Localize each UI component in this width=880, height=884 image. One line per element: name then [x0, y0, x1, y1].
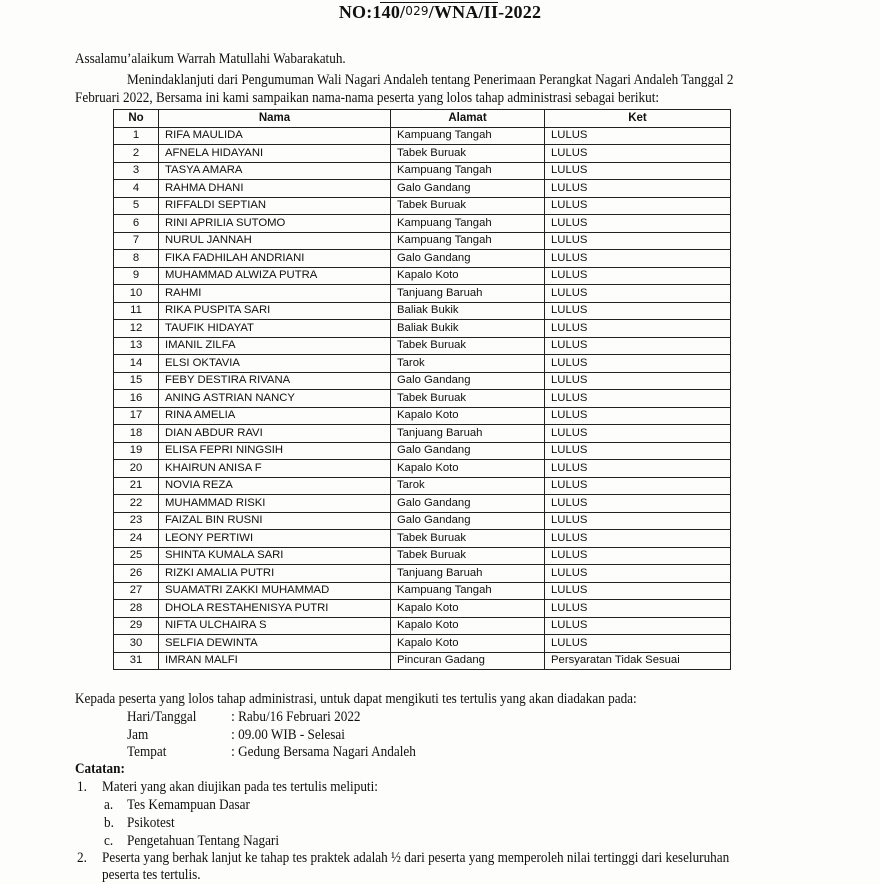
cell-no: 30: [114, 635, 159, 653]
cell-alamat: Kapalo Koto: [391, 460, 545, 478]
table-header-row: [114, 110, 731, 128]
cell-no: 20: [114, 460, 159, 478]
cell-alamat: Galo Gandang: [391, 495, 545, 513]
table-row: [114, 617, 731, 635]
cell-nama: RINI APRILIA SUTOMO: [159, 215, 391, 233]
cell-ket: LULUS: [545, 145, 731, 163]
cell-alamat: Tarok: [391, 355, 545, 373]
cell-alamat: Tanjuang Baruah: [391, 285, 545, 303]
cell-alamat: Kapalo Koto: [391, 407, 545, 425]
cell-nama: RINA AMELIA: [159, 407, 391, 425]
schedule-time: [127, 726, 345, 744]
cell-ket: LULUS: [545, 565, 731, 583]
table-row: [114, 460, 731, 478]
schedule-value: : 09.00 WIB - Selesai: [231, 727, 345, 743]
cell-ket: LULUS: [545, 547, 731, 565]
table-row: [114, 372, 731, 390]
cell-ket: LULUS: [545, 250, 731, 268]
cell-no: 8: [114, 250, 159, 268]
cell-no: 11: [114, 302, 159, 320]
subitem-b-letter: b.: [104, 815, 114, 831]
cell-no: 9: [114, 267, 159, 285]
cell-no: 15: [114, 372, 159, 390]
cell-no: 27: [114, 582, 159, 600]
cell-nama: RIZKI AMALIA PUTRI: [159, 565, 391, 583]
greeting: Assalamu’alaikum Warrah Matullahi Wabarakatuh.: [75, 51, 346, 67]
cell-ket: LULUS: [545, 127, 731, 145]
header-nama: Nama: [159, 110, 391, 128]
cell-alamat: Tabek Buruak: [391, 197, 545, 215]
cell-no: 22: [114, 495, 159, 513]
subitem-c-text: Pengetahuan Tentang Nagari: [127, 833, 279, 849]
subitem-a-letter: a.: [104, 797, 114, 813]
table-row: [114, 390, 731, 408]
table-row: [114, 162, 731, 180]
subitem-c-letter: c.: [104, 833, 114, 849]
notes-heading: Catatan:: [75, 761, 125, 777]
note-1-number: 1.: [77, 779, 87, 795]
cell-ket: LULUS: [545, 232, 731, 250]
cell-no: 6: [114, 215, 159, 233]
note-2-number: 2.: [77, 850, 87, 866]
cell-no: 29: [114, 617, 159, 635]
cell-alamat: Galo Gandang: [391, 372, 545, 390]
table-row: [114, 355, 731, 373]
table-row: [114, 232, 731, 250]
cell-ket: LULUS: [545, 372, 731, 390]
table-row: [114, 635, 731, 653]
note-2-line-1: Peserta yang berhak lanjut ke tahap tes praktek adalah ½ dari peserta yang memperoleh nilai tertinggi dari keseluruhan: [102, 850, 730, 866]
cell-nama: MUHAMMAD RISKI: [159, 495, 391, 513]
cell-ket: LULUS: [545, 460, 731, 478]
cell-nama: RIKA PUSPITA SARI: [159, 302, 391, 320]
cell-nama: NIFTA ULCHAIRA S: [159, 617, 391, 635]
cell-alamat: Kapalo Koto: [391, 267, 545, 285]
table-row: [114, 337, 731, 355]
cell-no: 25: [114, 547, 159, 565]
cell-nama: KHAIRUN ANISA F: [159, 460, 391, 478]
schedule-date: [127, 708, 361, 726]
cell-alamat: Tarok: [391, 477, 545, 495]
cell-nama: ELSI OKTAVIA: [159, 355, 391, 373]
cell-no: 17: [114, 407, 159, 425]
cell-nama: SHINTA KUMALA SARI: [159, 547, 391, 565]
cell-nama: TAUFIK HIDAYAT: [159, 320, 391, 338]
table-row: [114, 600, 731, 618]
cell-ket: LULUS: [545, 337, 731, 355]
cell-nama: ANING ASTRIAN NANCY: [159, 390, 391, 408]
cell-alamat: Kapalo Koto: [391, 600, 545, 618]
cell-nama: SUAMATRI ZAKKI MUHAMMAD: [159, 582, 391, 600]
schedule-label: Hari/Tanggal: [127, 709, 197, 725]
cell-alamat: Tanjuang Baruah: [391, 565, 545, 583]
cell-alamat: Tabek Buruak: [391, 390, 545, 408]
cell-no: 4: [114, 180, 159, 198]
cell-nama: ELISA FEPRI NINGSIH: [159, 442, 391, 460]
cell-nama: TASYA AMARA: [159, 162, 391, 180]
subitem-b-text: Psikotest: [127, 815, 175, 831]
cell-nama: AFNELA HIDAYANI: [159, 145, 391, 163]
title-overline: [380, 2, 498, 3]
cell-ket: LULUS: [545, 215, 731, 233]
cell-alamat: Kapalo Koto: [391, 617, 545, 635]
schedule-label: Jam: [127, 727, 149, 743]
cell-ket: LULUS: [545, 582, 731, 600]
table-row: [114, 495, 731, 513]
cell-ket: LULUS: [545, 530, 731, 548]
cell-no: 13: [114, 337, 159, 355]
cell-ket: LULUS: [545, 267, 731, 285]
participants-table: [113, 109, 731, 670]
table-row: [114, 512, 731, 530]
cell-nama: RIFFALDI SEPTIAN: [159, 197, 391, 215]
table-row: [114, 250, 731, 268]
header-alamat: Alamat: [391, 110, 545, 128]
cell-alamat: Tabek Buruak: [391, 145, 545, 163]
table-row: [114, 565, 731, 583]
cell-ket: LULUS: [545, 407, 731, 425]
cell-nama: RIFA MAULIDA: [159, 127, 391, 145]
cell-alamat: Baliak Bukik: [391, 302, 545, 320]
cell-nama: LEONY PERTIWI: [159, 530, 391, 548]
cell-ket: LULUS: [545, 617, 731, 635]
cell-alamat: Kampuang Tangah: [391, 582, 545, 600]
cell-no: 21: [114, 477, 159, 495]
schedule-value: : Gedung Bersama Nagari Andaleh: [231, 744, 416, 760]
table-row: [114, 442, 731, 460]
cell-ket: LULUS: [545, 600, 731, 618]
table-row: [114, 197, 731, 215]
cell-nama: FAIZAL BIN RUSNI: [159, 512, 391, 530]
cell-ket: LULUS: [545, 425, 731, 443]
number-prefix: NO:140/: [338, 2, 406, 22]
cell-no: 3: [114, 162, 159, 180]
cell-alamat: Galo Gandang: [391, 180, 545, 198]
cell-ket: LULUS: [545, 180, 731, 198]
cell-ket: LULUS: [545, 635, 731, 653]
cell-no: 2: [114, 145, 159, 163]
cell-no: 18: [114, 425, 159, 443]
schedule-label: Tempat: [127, 744, 167, 760]
cell-alamat: Kampuang Tangah: [391, 215, 545, 233]
table-row: [114, 407, 731, 425]
cell-alamat: Pincuran Gadang: [391, 652, 545, 670]
table-row: [114, 215, 731, 233]
table-row: [114, 582, 731, 600]
document-number: [0, 2, 880, 23]
table-row: [114, 547, 731, 565]
header-no: No: [114, 110, 159, 128]
cell-ket: LULUS: [545, 285, 731, 303]
number-suffix: /WNA/II-2022: [428, 2, 542, 22]
cell-nama: MUHAMMAD ALWIZA PUTRA: [159, 267, 391, 285]
cell-no: 16: [114, 390, 159, 408]
cell-alamat: Baliak Bukik: [391, 320, 545, 338]
table-row: [114, 425, 731, 443]
cell-nama: RAHMI: [159, 285, 391, 303]
cell-no: 28: [114, 600, 159, 618]
handwritten-number: 029: [405, 4, 429, 18]
cell-ket: LULUS: [545, 162, 731, 180]
cell-ket: LULUS: [545, 197, 731, 215]
cell-nama: NOVIA REZA: [159, 477, 391, 495]
intro-line-2: Februari 2022, Bersama ini kami sampaikan nama-nama peserta yang lolos tahap administrasi sebagai berikut:: [75, 90, 660, 106]
cell-ket: LULUS: [545, 390, 731, 408]
table-row: [114, 285, 731, 303]
cell-nama: FEBY DESTIRA RIVANA: [159, 372, 391, 390]
cell-ket: LULUS: [545, 302, 731, 320]
cell-nama: NURUL JANNAH: [159, 232, 391, 250]
header-ket: Ket: [545, 110, 731, 128]
cell-no: 12: [114, 320, 159, 338]
cell-ket: Persyaratan Tidak Sesuai: [545, 652, 731, 670]
cell-alamat: Tabek Buruak: [391, 337, 545, 355]
cell-ket: LULUS: [545, 442, 731, 460]
table-row: [114, 145, 731, 163]
table-row: [114, 267, 731, 285]
note-2-line-2: peserta tes tertulis.: [102, 867, 201, 883]
cell-alamat: Kampuang Tangah: [391, 232, 545, 250]
cell-ket: LULUS: [545, 512, 731, 530]
cell-no: 14: [114, 355, 159, 373]
table-row: [114, 477, 731, 495]
cell-alamat: Kapalo Koto: [391, 635, 545, 653]
subitem-a-text: Tes Kemampuan Dasar: [127, 797, 250, 813]
table-row: [114, 127, 731, 145]
cell-no: 23: [114, 512, 159, 530]
cell-alamat: Kampuang Tangah: [391, 162, 545, 180]
cell-ket: LULUS: [545, 355, 731, 373]
cell-alamat: Kampuang Tangah: [391, 127, 545, 145]
table-row: [114, 530, 731, 548]
schedule-place: [127, 743, 416, 761]
cell-nama: SELFIA DEWINTA: [159, 635, 391, 653]
followup-text: Kepada peserta yang lolos tahap administrasi, untuk dapat mengikuti tes tertulis yang akan diadakan pada:: [75, 691, 637, 707]
cell-alamat: Tabek Buruak: [391, 530, 545, 548]
cell-alamat: Galo Gandang: [391, 512, 545, 530]
cell-ket: LULUS: [545, 320, 731, 338]
cell-no: 26: [114, 565, 159, 583]
table-row: [114, 302, 731, 320]
cell-ket: LULUS: [545, 495, 731, 513]
table-row: [114, 320, 731, 338]
cell-no: 1: [114, 127, 159, 145]
table-row: [114, 180, 731, 198]
cell-nama: DIAN ABDUR RAVI: [159, 425, 391, 443]
cell-alamat: Galo Gandang: [391, 250, 545, 268]
cell-nama: IMRAN MALFI: [159, 652, 391, 670]
schedule-value: : Rabu/16 Februari 2022: [231, 709, 361, 725]
cell-nama: RAHMA DHANI: [159, 180, 391, 198]
cell-nama: IMANIL ZILFA: [159, 337, 391, 355]
cell-no: 5: [114, 197, 159, 215]
table-row: [114, 652, 731, 670]
cell-nama: DHOLA RESTAHENISYA PUTRI: [159, 600, 391, 618]
cell-no: 7: [114, 232, 159, 250]
cell-ket: LULUS: [545, 477, 731, 495]
note-1-text: Materi yang akan diujikan pada tes tertulis meliputi:: [102, 779, 378, 795]
intro-line-1: Menindaklanjuti dari Pengumuman Wali Nagari Andaleh tentang Penerimaan Perangkat Nagari Andaleh Tanggal 2: [127, 72, 734, 88]
cell-no: 31: [114, 652, 159, 670]
cell-nama: FIKA FADHILAH ANDRIANI: [159, 250, 391, 268]
cell-alamat: Galo Gandang: [391, 442, 545, 460]
cell-no: 19: [114, 442, 159, 460]
cell-no: 24: [114, 530, 159, 548]
cell-no: 10: [114, 285, 159, 303]
cell-alamat: Tanjuang Baruah: [391, 425, 545, 443]
cell-alamat: Tabek Buruak: [391, 547, 545, 565]
